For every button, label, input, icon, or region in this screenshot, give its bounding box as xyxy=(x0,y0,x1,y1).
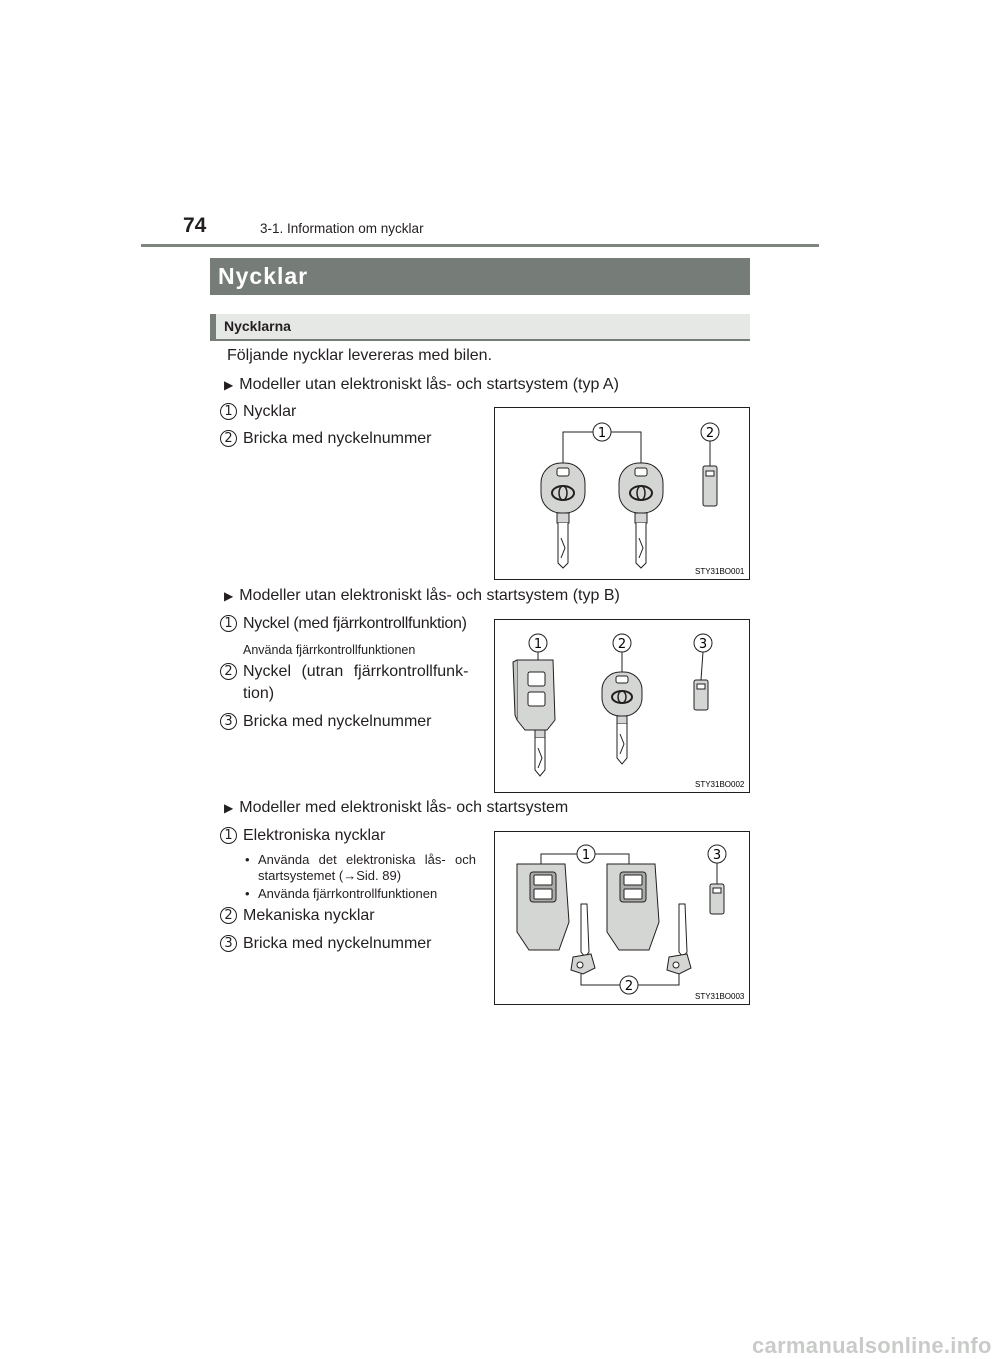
item-number: 2 xyxy=(220,663,237,680)
bullet-text: Använda det elektroniska lås- och startsystemet (→Sid. 89) xyxy=(258,852,476,883)
subtitle: Nycklarna xyxy=(224,318,291,334)
bullet-item xyxy=(245,886,476,902)
item-number: 2 xyxy=(220,430,237,447)
subtitle-band xyxy=(210,314,750,341)
intro-text: Följande nycklar levereras med bilen. xyxy=(227,347,493,364)
callout-3: 3 xyxy=(712,848,722,863)
figure-keys-smart xyxy=(494,831,750,1005)
mechanical-key-icon xyxy=(571,904,595,974)
callout-1: 1 xyxy=(533,637,543,652)
callout-2: 2 xyxy=(617,637,627,652)
item-note: Använda fjärrkontrollfunktionen xyxy=(243,643,416,657)
item-label: Bricka med nyckelnummer xyxy=(243,935,432,952)
page-title: Nycklar xyxy=(218,263,309,289)
bullet-dot: • xyxy=(245,886,250,901)
figure-keys-type-b xyxy=(494,619,750,793)
key-tag-icon xyxy=(710,884,724,914)
key-icon xyxy=(541,463,585,568)
key-icon xyxy=(602,672,642,764)
callout-2: 2 xyxy=(705,426,715,441)
callout-2: 2 xyxy=(624,979,634,994)
item-label: Bricka med nyckelnummer xyxy=(243,713,432,730)
footer-watermark: carmanualsonline.info xyxy=(752,1333,992,1358)
group-c-heading xyxy=(224,799,568,817)
item-label: Bricka med nyckelnummer xyxy=(243,430,432,447)
key-tag-icon xyxy=(694,680,708,710)
remote-key-icon xyxy=(513,660,555,776)
bullet-list xyxy=(245,852,476,902)
callout-1: 1 xyxy=(597,426,607,441)
item-number: 2 xyxy=(220,907,237,924)
triangle-right-icon: ▶ xyxy=(224,589,234,603)
bullet-text: Använda fjärrkontrollfunktionen xyxy=(258,886,438,901)
keys-illustration-b xyxy=(495,620,749,792)
item-number: 1 xyxy=(220,827,237,844)
item-number: 1 xyxy=(220,615,237,632)
bullet-item xyxy=(245,852,476,884)
group-c-heading-text: Modeller med elektroniskt lås- och startsystem xyxy=(239,799,569,816)
figure-code: STY31BO002 xyxy=(695,780,745,789)
item-number: 1 xyxy=(220,403,237,420)
figure-code: STY31BO003 xyxy=(695,992,745,1001)
figure-code: STY31BO001 xyxy=(695,567,745,576)
smart-key-icon xyxy=(517,864,569,950)
key-icon xyxy=(619,463,663,568)
callout-3: 3 xyxy=(698,637,708,652)
item-label: Mekaniska nycklar xyxy=(243,907,375,924)
item-number: 3 xyxy=(220,935,237,952)
header-rule xyxy=(141,244,819,247)
page-number: 74 xyxy=(183,214,207,237)
mechanical-key-icon xyxy=(667,904,691,974)
item-label: Nyckel (med fjärrkontrollfunktion) xyxy=(243,615,467,632)
item-number: 3 xyxy=(220,713,237,730)
group-b-heading xyxy=(224,587,620,605)
triangle-right-icon: ▶ xyxy=(224,801,234,815)
group-a-heading-text: Modeller utan elektroniskt lås- och startsystem (typ A) xyxy=(239,376,619,393)
figure-keys-type-a xyxy=(494,407,750,580)
key-tag-icon xyxy=(703,466,717,506)
triangle-right-icon: ▶ xyxy=(224,378,234,392)
item-label: Elektroniska nycklar xyxy=(243,827,386,844)
item-label: tion) xyxy=(243,685,275,702)
smart-key-icon xyxy=(607,864,659,950)
subtitle-marker xyxy=(210,314,216,339)
keys-illustration-smart xyxy=(495,832,749,1004)
group-a-heading xyxy=(224,376,619,394)
bullet-dot: • xyxy=(245,852,250,867)
item-label: Nyckel (utran fjärrkontrollfunk- xyxy=(243,663,469,680)
keys-illustration-a xyxy=(495,408,749,579)
group-b-heading-text: Modeller utan elektroniskt lås- och startsystem (typ B) xyxy=(239,587,620,604)
section-header: 3-1. Information om nycklar xyxy=(260,221,424,236)
item-label: Nycklar xyxy=(243,403,297,420)
callout-1: 1 xyxy=(581,848,591,863)
